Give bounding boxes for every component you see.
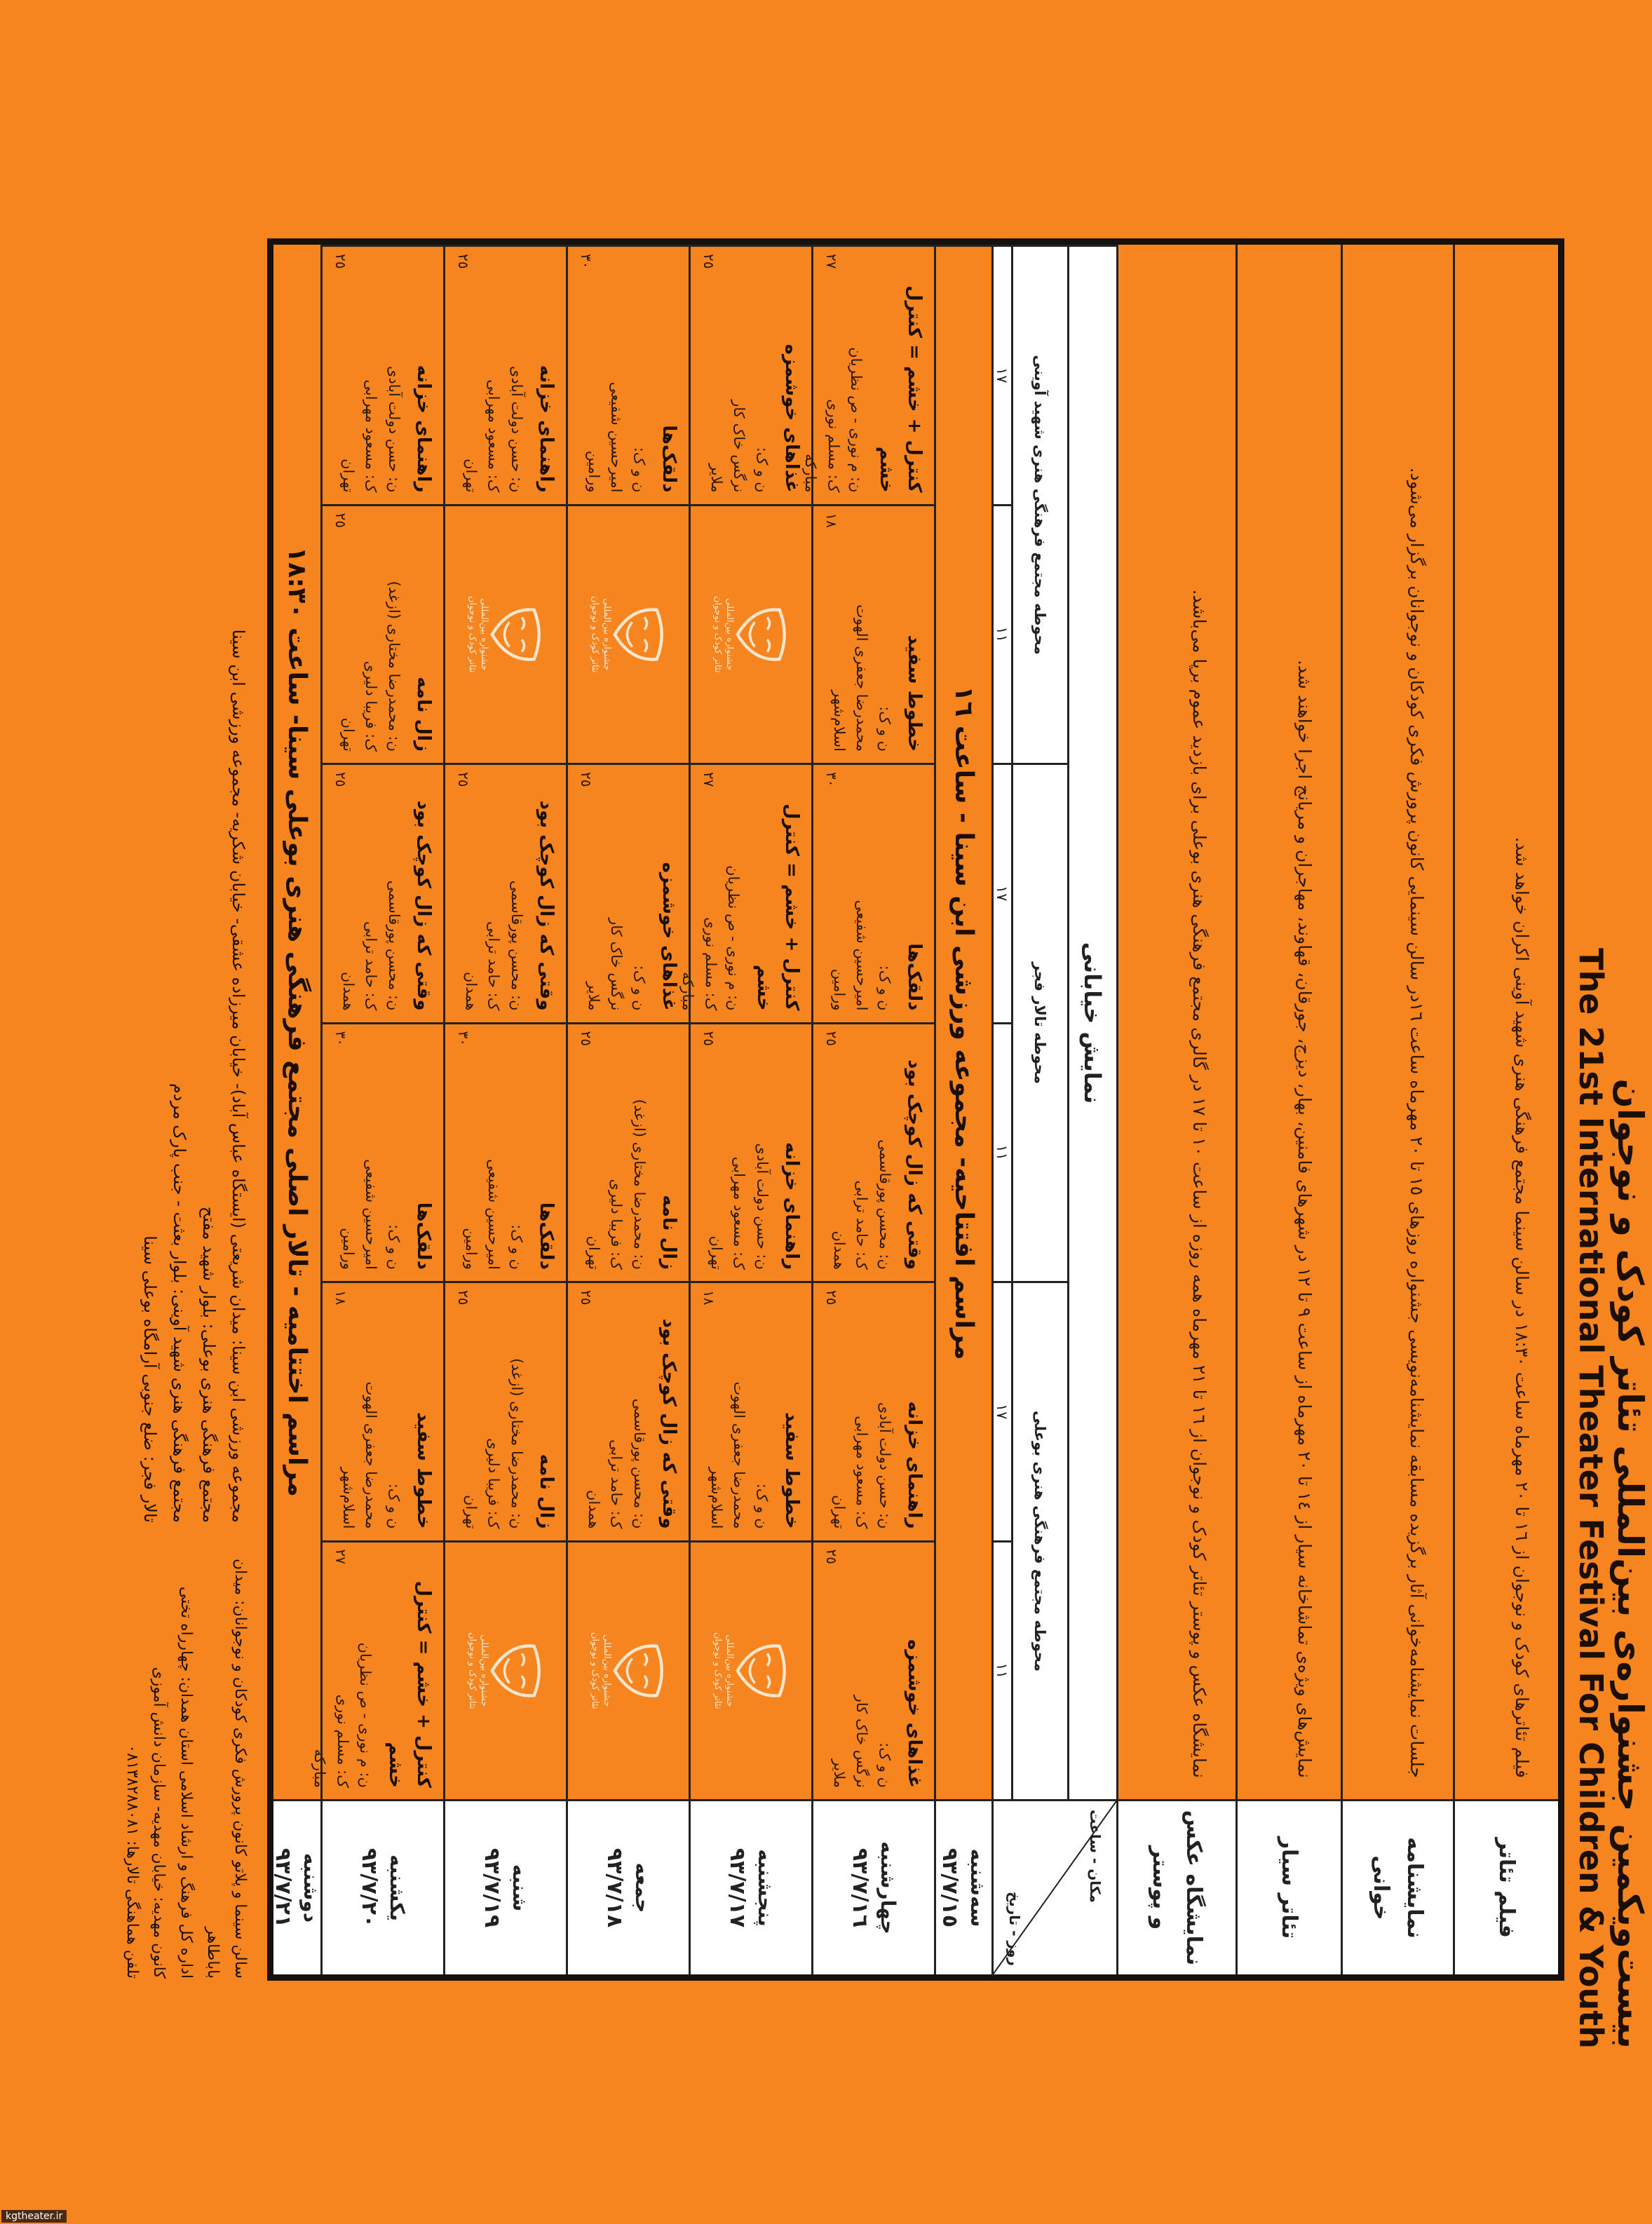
performance-cell xyxy=(443,1022,566,1282)
logo-caption: جشنواره بین‌المللی تئاتر کودک و نوجوان xyxy=(712,1632,735,1709)
performance-title: دلقک‌ها xyxy=(413,1202,434,1270)
festival-logo xyxy=(588,1629,668,1713)
performance-title: وقتی که زال کوچک بود xyxy=(904,1059,925,1270)
performance-writer: ن: محمدرضا مختاری (ازغد) xyxy=(630,1099,648,1270)
day-name: شنبه xyxy=(508,1864,532,1912)
performance-age: ٢٥ xyxy=(455,772,472,787)
corner-bottom-label: روز - تاریخ xyxy=(1006,1891,1023,1966)
info-label: نمایشگاه عکس و پوستر xyxy=(1118,1799,1235,1974)
street-show-title: نمایش خیابانی xyxy=(1067,245,1116,1799)
footer-line: اداره کل فرهنگ و ارشاد اسلامی استان همدان: چهارراه تختی xyxy=(177,1586,195,1979)
performance-director: ک: حامد ترابی xyxy=(363,921,380,1011)
performance-age: ٢٥ xyxy=(700,1031,717,1046)
performance-cell xyxy=(689,1022,811,1282)
day-date: ٩٣/٧/٢٠ xyxy=(357,1847,381,1928)
performance-age: ٢٥ xyxy=(578,772,595,787)
performance-writer: ن: حسن دولت آبادی xyxy=(508,365,525,493)
logo-caption: جشنواره بین‌المللی تئاتر کودک و نوجوان xyxy=(712,595,735,673)
festival-mask-icon xyxy=(612,604,668,665)
performance-title: وقتی که زال کوچک بود xyxy=(658,1318,679,1529)
performance-title: غذاهای خوشمزه xyxy=(658,862,679,1011)
day-name: سه‌شنبه xyxy=(966,1848,990,1927)
day-date: ٩٣/٧/١٧ xyxy=(725,1847,750,1928)
performance-cell xyxy=(443,504,566,764)
performance-age: ٢٥ xyxy=(700,254,717,269)
info-row-mobile-theater xyxy=(1235,245,1341,1974)
performance-cell xyxy=(311,1540,443,1800)
performance-title: زال نامه xyxy=(413,677,434,752)
performance-title: راهنمای خزانه xyxy=(904,1401,925,1529)
day-name: دوشنبه xyxy=(299,1852,323,1923)
performance-age: ٢٥ xyxy=(332,513,349,528)
info-row-film xyxy=(1453,245,1558,1974)
schedule-table xyxy=(267,238,1564,1981)
performance-title: غذاهای خوشمزه xyxy=(904,1639,925,1788)
performance-director: امیرحسین شفیعی xyxy=(485,1159,503,1270)
info-text: نمایش‌های ویژه‌ی تماشاخانه سیار از ١٤ تا ٢٠ مهرماه از ساعت ٩ تا ١٢ در شهرهای فامنین، بهار، دیزج، جورقان، قهاوند، مهاجران و مریانج اجرا خواهند شد. xyxy=(1294,659,1315,1778)
performance-cell xyxy=(689,504,811,764)
performance-age: ١٨ xyxy=(823,513,840,528)
performance-cell xyxy=(689,1540,811,1800)
performance-city: اسلام‌شهر xyxy=(339,1467,357,1529)
performance-title: وقتی که زال کوچک بود xyxy=(413,800,434,1011)
performance-writer: ن و ک: xyxy=(753,447,771,493)
performance-writer: ن: حسن دولت آبادی xyxy=(385,365,402,493)
performance-cell xyxy=(811,1022,934,1282)
footer-line: کانون مهدیه: خیابان مهدیه- سازمان دانش آموزی xyxy=(150,1667,168,1979)
performance-director: ک: مسلم نوری xyxy=(825,399,842,493)
performance-director: ک: مسلم نوری xyxy=(702,917,719,1011)
day-date: ٩٣/٧/١٦ xyxy=(848,1847,872,1928)
info-text: جلسات نمایشنامه‌خوانی آثار برگزیده مسابقه نمایشنامه‌نویسی جشنواره روزهای ١٥ تا ٢٠ مهرماه ساعت ١٦در سالن سینمایی کانون پرورش فکری کودکان و نوجوانان برگزار می‌شود. xyxy=(1407,467,1427,1778)
street-show-grid xyxy=(273,245,1116,1974)
logo-caption: جشنواره بین‌المللی تئاتر کودک و نوجوان xyxy=(467,1632,489,1709)
logo-caption: جشنواره بین‌المللی تئاتر کودک و نوجوان xyxy=(590,595,612,673)
corner-cell xyxy=(991,1799,1116,1974)
performance-director: ک: مسلم نوری xyxy=(334,1694,351,1788)
performance-writer: ن: محسن پورقاسمی xyxy=(508,880,525,1011)
performance-age: ٢٥ xyxy=(823,1031,840,1046)
footer-line: تالار فجر: ضلع جنوبی آرامگاه بوعلی سینا xyxy=(140,1235,160,1523)
performance-title: غذاهای خوشمزه xyxy=(781,344,802,493)
performance-age: ٣٠ xyxy=(455,1031,472,1046)
performance-age: ٣٠ xyxy=(823,772,840,787)
festival-mask-icon xyxy=(489,604,546,665)
performance-city: ورامین xyxy=(462,1228,480,1270)
performance-city: ورامین xyxy=(585,450,602,493)
performance-director: امیرحسین شفیعی xyxy=(608,381,625,493)
performance-writer: ن: محسن پورقاسمی xyxy=(876,1139,893,1270)
performance-age: ١٨ xyxy=(332,1290,349,1306)
performance-writer: ن: م نوری - ص نظریان xyxy=(357,1642,374,1788)
performance-age: ٣٠ xyxy=(332,1031,349,1046)
performance-writer: ن: محمدرضا مختاری (ازغد) xyxy=(385,581,402,752)
performance-city: تهران xyxy=(462,459,480,493)
performance-writer: ن: حسن دولت آبادی xyxy=(753,1143,771,1270)
performance-city: همدان xyxy=(585,1490,602,1529)
performance-director: ک: فریبا دلیری xyxy=(485,1437,503,1529)
performance-city: ورامین xyxy=(830,968,848,1011)
day-name: جمعه xyxy=(631,1862,654,1913)
performance-city: ملایر xyxy=(707,463,725,493)
performance-city: اسلام‌شهر xyxy=(830,690,848,752)
performance-title: راهنمای خزانه xyxy=(413,365,434,493)
performance-cell xyxy=(320,1281,443,1540)
performance-cell xyxy=(811,763,934,1022)
footer-line: تلفن هماهنگی تالارها: ٠٨١٣٨٢٨٨٠٨١ xyxy=(123,1744,141,1979)
performance-director: نرگس خاک کار xyxy=(608,918,625,1011)
festival-logo xyxy=(588,592,668,677)
day-cell xyxy=(271,1799,323,1974)
performance-director: ک: حامد ترابی xyxy=(608,1439,625,1529)
performance-director: ک: فریبا دلیری xyxy=(608,1179,625,1270)
performance-title: خطوط سفید xyxy=(904,635,925,752)
performance-director: ک: فریبا دلیری xyxy=(363,660,380,752)
performance-director: محمدرضا جعفری الهوت xyxy=(853,604,871,752)
performance-cell xyxy=(679,763,811,1022)
venue-header: محوطه مجتمع فرهنگی هنری شهید آوینی xyxy=(1011,245,1067,763)
info-label: نمایشنامه خوانی xyxy=(1343,1799,1453,1974)
time-header: ١٧ xyxy=(991,763,1011,1022)
site-watermark: kgtheater.ir xyxy=(1,2210,67,2223)
festival-mask-icon xyxy=(612,1640,668,1702)
festival-logo xyxy=(711,592,791,677)
performance-age: ٢٥ xyxy=(823,1290,840,1306)
logo-caption: جشنواره بین‌المللی تئاتر کودک و نوجوان xyxy=(590,1632,612,1709)
performance-director: امیرحسین شفیعی xyxy=(363,1159,380,1270)
time-header: ١١ xyxy=(991,1540,1011,1800)
performance-age: ٢٥ xyxy=(455,254,472,269)
day-name: پنجشنبه xyxy=(754,1849,777,1927)
poster-title-fa: بیست‌ویکمین جشنواره‌ی بین‌المللی تئاتر کودک و نوجوان xyxy=(1610,1078,1651,2049)
performance-cell xyxy=(566,1281,689,1540)
performance-writer: ن: محسن پورقاسمی xyxy=(630,1398,648,1529)
performance-cell xyxy=(689,245,811,504)
closing-banner: مراسم اختتامیه - تالار اصلی مجتمع فرهنگی هنری بوعلی سینا- ساعت ١٨:٣٠ xyxy=(283,547,311,1497)
performance-city: همدان xyxy=(462,972,480,1011)
performance-city: ملایر xyxy=(830,1758,848,1788)
performance-age: ٢٥ xyxy=(578,1290,595,1306)
performance-city: تهران xyxy=(462,1495,480,1529)
footer-line: مجموعه ورزشی ابن سینا: میدان شریعتی (ایستگاه عباس آباد)- خیابان میرزاده عشقی- خیابان شکریه- مجموعه ورزشی ابن سینا xyxy=(229,629,248,1523)
performance-cell xyxy=(811,1540,934,1800)
performance-city: مبارکه xyxy=(679,972,697,1011)
footer-line: مجتمع فرهنگی هنری شهید آوینی: بلوار بعثت - جنب پارک مردم xyxy=(170,1083,189,1523)
performance-director: ک: مسعود مهرابی xyxy=(485,379,503,493)
festival-logo xyxy=(466,1629,546,1713)
performance-writer: ن: محسن پورقاسمی xyxy=(385,880,402,1011)
festival-logo xyxy=(466,592,546,677)
performance-cell xyxy=(811,504,934,764)
time-header: ١١ xyxy=(991,504,1011,764)
performance-title: راهنمای خزانه xyxy=(781,1142,802,1270)
performance-writer: ن و ک: xyxy=(385,1224,402,1270)
venue-header: محوطه تالار فجر xyxy=(1011,763,1067,1281)
day-date: ٩٣/٧/٢١ xyxy=(271,1847,296,1928)
performance-writer: ن و ک: xyxy=(876,1742,893,1788)
performance-city: ملایر xyxy=(585,982,602,1011)
day-name: یکشنبه xyxy=(386,1854,409,1922)
poster-title-en: The 21st International Theater Festival For Children & Youth xyxy=(1572,948,1610,2049)
performance-city: همدان xyxy=(830,1230,848,1270)
performance-director: ک: مسعود مهرابی xyxy=(853,1416,871,1529)
performance-cell xyxy=(811,1281,934,1540)
performance-city: مبارکه xyxy=(802,454,820,493)
performance-age: ٢٥ xyxy=(455,1290,472,1306)
performance-writer: ن: م نوری - ص نظریان xyxy=(725,865,743,1011)
performance-writer: ن و ک: xyxy=(630,447,648,493)
footer-right xyxy=(119,1530,254,1979)
day-cell xyxy=(566,1799,689,1974)
performance-cell xyxy=(320,763,443,1022)
performance-city: تهران xyxy=(339,459,357,493)
performance-cell xyxy=(566,504,689,764)
performance-city: تهران xyxy=(830,1495,848,1529)
performance-director: محمدرضا جعفری الهوت xyxy=(731,1381,748,1529)
performance-age: ٢٥ xyxy=(332,772,349,787)
festival-mask-icon xyxy=(489,1640,546,1702)
performance-title: دلقک‌ها xyxy=(658,425,679,493)
performance-cell xyxy=(566,1022,689,1282)
festival-mask-icon xyxy=(735,604,791,665)
performance-title: کنترل + خشم = کنترل خشم xyxy=(384,1580,434,1788)
time-header: ١١ xyxy=(991,1022,1011,1282)
day-date: ٩٣/٧/١٥ xyxy=(937,1847,963,1928)
info-label: تئاتر سیار xyxy=(1238,1799,1341,1974)
performance-city: تهران xyxy=(585,1235,602,1270)
performance-city: همدان xyxy=(339,972,357,1011)
info-text: نمایشگاه عکس و پوستر تئاتر کودک و نوجوان از ١٦ تا ٢١ مهرماه همه روزه از ساعت ١٠ تا ١٧ در گالری مجتمع فرهنگی هنری بوعلی برای بازدید عموم برپا می‌باشد. xyxy=(1189,589,1210,1778)
performance-director: نرگس خاک کار xyxy=(731,400,748,493)
corner-top-label: مکان - ساعت xyxy=(1087,1810,1104,1903)
performance-director: امیرحسین شفیعی xyxy=(853,900,871,1011)
performance-cell xyxy=(689,1281,811,1540)
performance-director: محمدرضا جعفری الهوت xyxy=(363,1381,380,1529)
footer-line: مجتمع فرهنگی هنری بوعلی: بلوار شهید مفتح xyxy=(199,1206,219,1523)
performance-city: مبارکه xyxy=(311,1749,329,1788)
performance-title: کنترل + خشم = کنترل خشم xyxy=(875,285,925,493)
performance-age: ٢٥ xyxy=(578,1031,595,1046)
opening-banner: مراسم افتتاحیه- مجموعه ورزشی ابن سینا - ساعت ١٦ xyxy=(934,245,991,1799)
day-cell xyxy=(689,1799,811,1974)
info-text: فیلم تئاترهای کودک و نوجوان از ١٦ تا ٢٠ مهرماه ساعت ١٨:٣٠ در سالن سینما مجتمع فرهنگی هنری شهید آوینی اکران خواهد شد. xyxy=(1512,836,1532,1778)
day-date: ٩٣/٧/١٨ xyxy=(602,1847,627,1928)
info-label: فیلم تئاتر xyxy=(1455,1799,1558,1974)
performance-director: ک: مسعود مهرابی xyxy=(731,1156,748,1270)
performance-director: نرگس خاک کار xyxy=(853,1695,871,1788)
performance-cell xyxy=(443,245,566,504)
performance-age: ١٨ xyxy=(700,1290,717,1306)
performance-writer: ن و ک: xyxy=(508,1224,525,1270)
performance-age: ٢٧ xyxy=(823,254,840,269)
performance-title: وقتی که زال کوچک بود xyxy=(536,800,557,1011)
performance-cell xyxy=(320,245,443,504)
day-cell xyxy=(934,1799,991,1974)
day-date: ٩٣/٧/١٩ xyxy=(480,1847,504,1928)
footer-left xyxy=(135,611,253,1523)
time-header: ١٧ xyxy=(991,1281,1011,1540)
performance-city: تهران xyxy=(339,717,357,752)
performance-cell xyxy=(566,1540,689,1800)
performance-writer: ن و ک: xyxy=(876,706,893,752)
performance-cell xyxy=(320,504,443,764)
performance-writer: ن و ک: xyxy=(753,1483,771,1529)
performance-cell xyxy=(802,245,934,504)
info-row-reading xyxy=(1341,245,1453,1974)
performance-title: خطوط سفید xyxy=(781,1412,802,1529)
festival-logo xyxy=(711,1629,791,1713)
performance-title: خطوط سفید xyxy=(413,1412,434,1529)
performance-city: تهران xyxy=(707,1235,725,1270)
performance-director: ک: حامد ترابی xyxy=(853,1180,871,1270)
performance-cell xyxy=(566,245,689,504)
performance-cell xyxy=(443,1540,566,1800)
performance-age: ٢٧ xyxy=(332,1549,349,1564)
day-cell xyxy=(320,1799,443,1974)
performance-title: زال نامه xyxy=(658,1195,679,1270)
performance-director: ک: حامد ترابی xyxy=(485,921,503,1011)
performance-writer: ن: محمدرضا مختاری (ازغد) xyxy=(508,1358,525,1529)
festival-mask-icon xyxy=(735,1640,791,1702)
performance-age: ٢٥ xyxy=(823,1549,840,1564)
performance-writer: ن: حسن دولت آبادی xyxy=(876,1402,893,1529)
day-cell xyxy=(811,1799,934,1974)
info-row-exhibition xyxy=(1116,245,1235,1974)
performance-director: ک: مسعود مهرابی xyxy=(363,379,380,493)
performance-title: دلقک‌ها xyxy=(536,1202,557,1270)
day-name: چهارشنبه xyxy=(876,1841,900,1934)
performance-cell xyxy=(320,1022,443,1282)
performance-cell xyxy=(566,763,689,1022)
performance-writer: ن و ک: xyxy=(630,965,648,1011)
venue-header: محوطه مجتمع فرهنگی هنری بوعلی xyxy=(1011,1281,1067,1799)
performance-city: اسلام‌شهر xyxy=(707,1467,725,1529)
time-header: ١٧ xyxy=(991,245,1011,504)
performance-city: ورامین xyxy=(339,1228,357,1270)
performance-age: ٢٧ xyxy=(700,772,717,787)
performance-cell xyxy=(443,1281,566,1540)
performance-title: دلقک‌ها xyxy=(904,943,925,1011)
performance-age: ٣٠ xyxy=(578,254,595,269)
performance-title: راهنمای خزانه xyxy=(536,365,557,493)
day-cell xyxy=(443,1799,566,1974)
performance-writer: ن و ک: xyxy=(385,1483,402,1529)
performance-writer: ن: م نوری - ص نظریان xyxy=(848,347,865,493)
performance-cell xyxy=(443,763,566,1022)
performance-age: ٢٥ xyxy=(332,254,349,269)
logo-caption: جشنواره بین‌المللی تئاتر کودک و نوجوان xyxy=(467,595,489,673)
performance-title: زال نامه xyxy=(536,1453,557,1529)
performance-title: کنترل + خشم = کنترل خشم xyxy=(752,803,802,1011)
performance-writer: ن و ک: xyxy=(876,965,893,1011)
footer-line: سالن سینما و پلاتو کانون پرورش فکری کودکان و نوجوانان: میدان باباطاهر xyxy=(204,1558,249,1979)
